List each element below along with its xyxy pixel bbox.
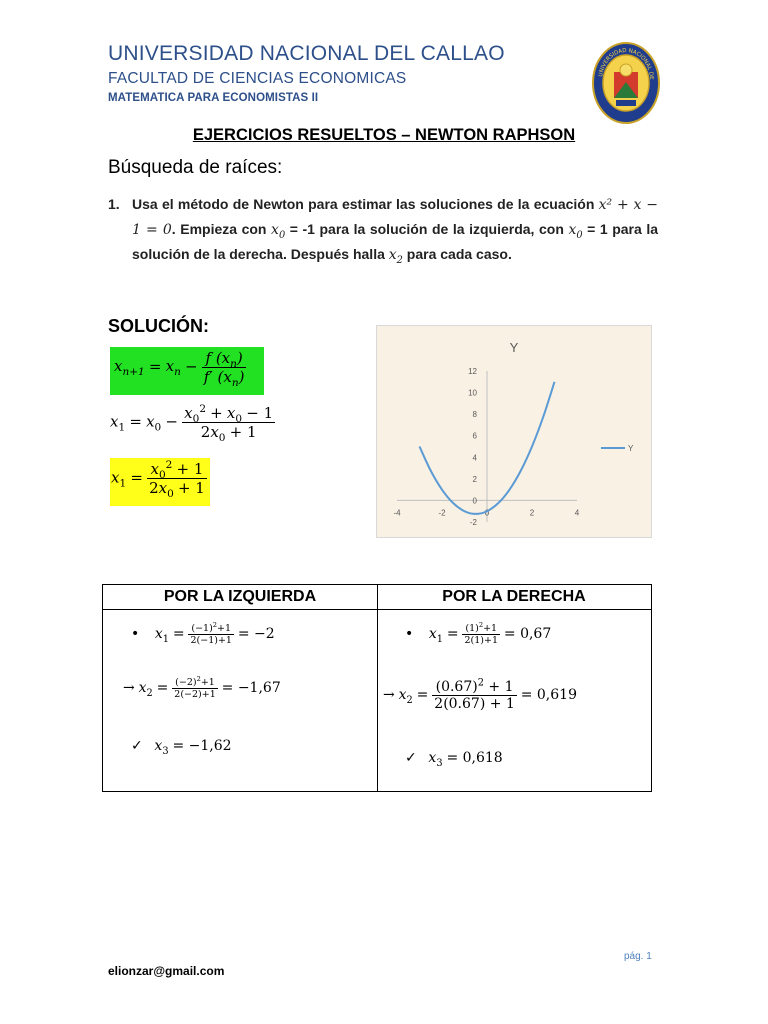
left-column-header: POR LA IZQUIERDA: [163, 588, 317, 605]
x2-symbol: $x_2$: [388, 247, 403, 266]
left-x1-row: • $x_1$ = $\frac{(-1)^2+1}{2(-1)+1}$ = −2: [131, 620, 275, 646]
y-tick-label: 6: [472, 431, 477, 441]
problem-text-2: . Empieza con: [171, 221, 267, 237]
left-x3-result: = −1,62: [172, 738, 232, 754]
right-x2-result: = 0,619: [520, 687, 577, 704]
right-x3-result: = 0,618: [446, 750, 503, 766]
right-x1-row: • $x_1$ = $\frac{(1)^2+1}{2(1)+1}$ = 0,67: [405, 620, 552, 646]
problem-text-4: = 1 para la solución de la derecha. Después halla: [132, 221, 659, 262]
problem-statement: [108, 192, 658, 267]
y-tick-label: -2: [469, 518, 477, 527]
problem-number: 1.: [108, 196, 120, 212]
newton-formula: $x_{n+1} = x_n$ − $\frac{f (x_n)}{f' (x_n)}$: [114, 349, 245, 389]
y-tick-label: 4: [472, 453, 477, 463]
x0-symbol: $x_0$: [271, 222, 286, 241]
x0-symbol: $x_0$: [568, 222, 583, 241]
faculty-name: FACULTAD DE CIENCIAS ECONOMICAS: [108, 70, 407, 87]
right-x3-row: ✓ $x_3 = 0,618$: [405, 750, 503, 769]
newton-formula-highlight: [110, 347, 264, 395]
right-column-header: POR LA DERECHA: [442, 588, 586, 605]
y-tick-label: 10: [468, 388, 477, 398]
x-tick-label: 4: [574, 508, 580, 518]
university-name: UNIVERSIDAD NACIONAL DEL CALLAO: [108, 42, 505, 65]
course-name: MATEMATICA PARA ECONOMISTAS II: [108, 92, 319, 104]
logo-text: UNIVERSIDAD NACIONAL DE: [598, 47, 655, 80]
problem-equation: x² + x − 1 = 0: [132, 197, 658, 238]
check-icon: ✓: [131, 738, 143, 754]
y-tick-label: 8: [472, 410, 477, 420]
function-chart: [376, 325, 652, 538]
right-x2-row: → $x_2$ = $\frac{(0.67)^2 + 1}{2(0.67) + 1}$ = 0,619: [383, 677, 577, 712]
problem-text-1: Usa el método de Newton para estimar las soluciones de la ecuación: [132, 196, 595, 212]
problem-text-3: = -1 para la solución de la izquierda, con: [289, 221, 564, 237]
x1-simplified-formula: $x_1$ = $\frac{x_0^2 + 1}{2x_0 + 1}$: [111, 459, 205, 500]
results-table: [102, 584, 652, 792]
left-x2-row: → $x_2$ = $\frac{(-2)^2+1}{2(-2)+1}$ = −1,67: [123, 674, 281, 700]
university-logo: [592, 42, 660, 124]
right-x1-result: = 0,67: [503, 626, 552, 643]
x-tick-label: -4: [393, 508, 401, 518]
x-tick-label: 0: [484, 508, 490, 518]
page-number: pág. 1: [624, 951, 652, 962]
left-x1-result: = −2: [237, 626, 275, 643]
x-tick-label: 2: [529, 508, 535, 518]
y-tick-label: 2: [472, 474, 477, 484]
check-icon: ✓: [405, 750, 417, 766]
y-tick-label: 0: [472, 496, 477, 506]
left-x2-result: = −1,67: [221, 680, 281, 697]
x-tick-label: -2: [438, 508, 446, 518]
chart-title: Y: [509, 340, 519, 355]
page-title: EJERCICIOS RESUELTOS – NEWTON RAPHSON: [192, 126, 576, 144]
author-email: elionzar@gmail.com: [108, 964, 225, 978]
x1-substitution-formula: $x_1 = x_0$ − $\frac{x_0^2 + x_0 - 1}{2x_0 + 1}$: [110, 403, 274, 444]
problem-text-5: para cada caso.: [406, 246, 512, 262]
x1-simplified-highlight: [110, 458, 210, 506]
y-tick-label: 12: [468, 367, 477, 376]
solution-label: SOLUCIÓN:: [108, 316, 209, 336]
legend-label: Y: [628, 444, 634, 453]
left-x3-row: ✓ $x_3 = -1,62$: [131, 738, 232, 757]
section-subtitle: Búsqueda de raíces:: [108, 157, 283, 178]
